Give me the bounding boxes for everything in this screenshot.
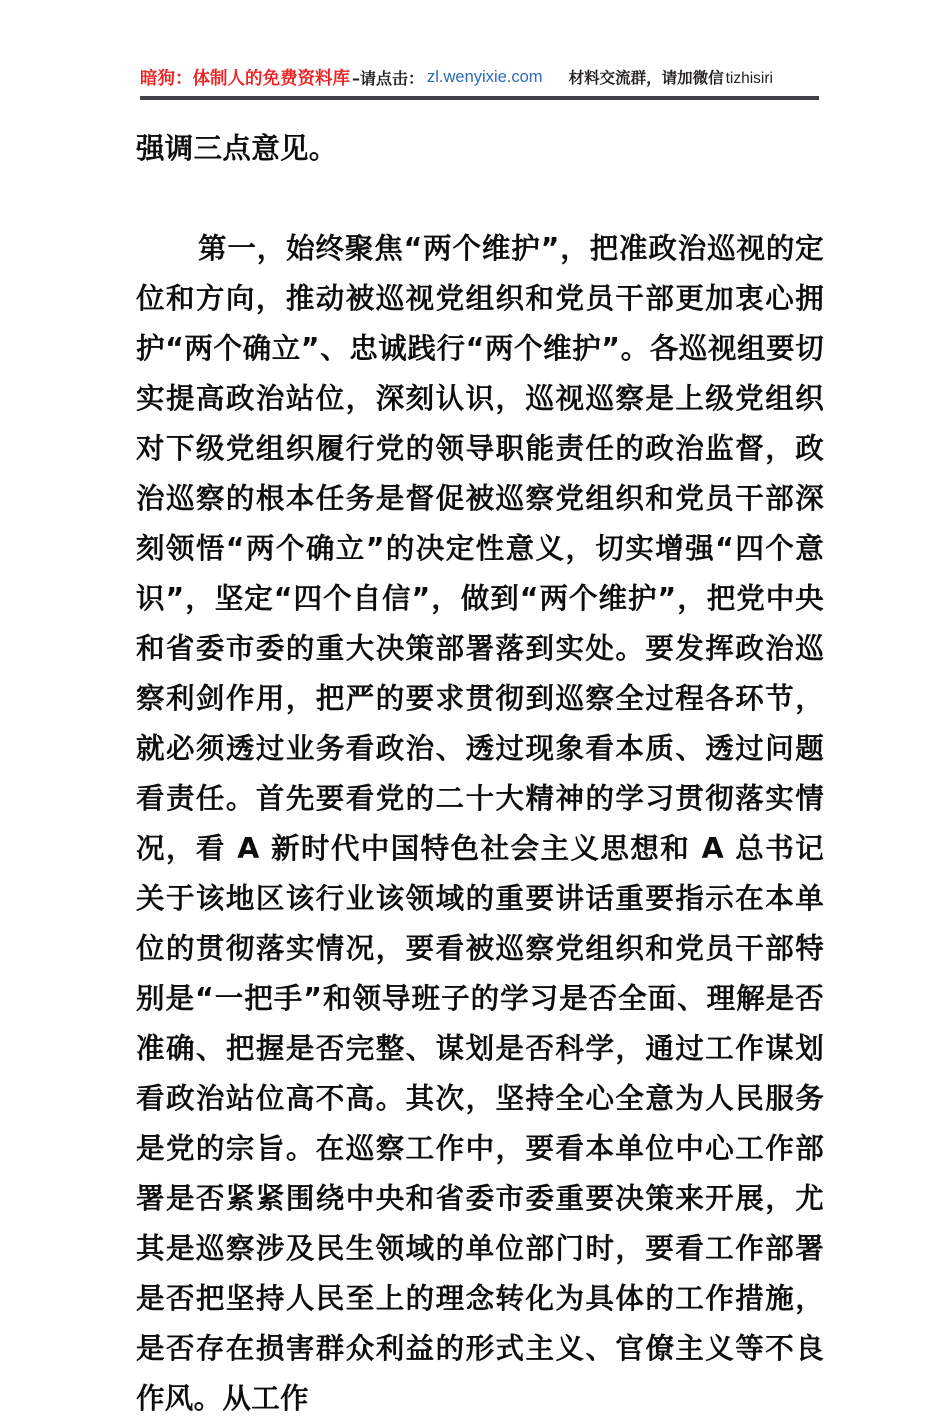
document-body [136, 124, 824, 1424]
paragraph-lead: 强调三点意见。 [136, 132, 338, 165]
promo-wechat-handle: tizhisiri [725, 70, 773, 87]
header-divider-rule [140, 96, 819, 100]
promo-header-banner [140, 58, 818, 96]
promo-site-link[interactable]: zl.wenyixie.com [427, 67, 543, 86]
promo-wechat-note [543, 66, 773, 88]
promo-site-name: 暗狗：体制人的免费资料库 [140, 68, 350, 89]
promo-click-prompt: –请点击： [352, 68, 425, 88]
paragraph-point-one: 第一，始终聚焦“两个维护”，把准政治巡视的定位和方向，推动被巡视党组织和党员干部更加衷心拥护“两个确立”、忠诚践行“两个维护”。各巡视组要切实提高政治站位，深刻认识，巡视巡察是上级党组织对下级党组织履行党的领导职能责任的政治监督，政治巡察的根本任务是督促被巡察党组织和党员干部深刻领悟“两个确立”的决定性意义，切实增强“四个意识”，坚定“四个自信”，做到“两个维护”，把党中央和省委市委的重大决策部署落到实处。要发挥政治巡察利剑作用，把严的要求贯彻到巡察全过程各环节，就必须透过业务看政治、透过现象看本质、透过问题看责任。首先要看党的二十大精神的学习贯彻落实情况，看 A 新时代中国特色社会主义思想和 A 总书记关于该地区该行业该领域的重要讲话重要指示在本单位的贯彻落实情况，要看被巡察党组织和党员干部特别是“一把手”和领导班子的学习是否全面、理解是否准确、把握是否完整、谋划是否科学，通过工作谋划看政治站位高不高。其次，坚持全心全意为人民服务是党的宗旨。在巡察工作中，要看本单位中心工作部署是否紧紧围绕中央和省委市委重要决策来开展，尤其是巡察涉及民生领域的单位部门时，要看工作部署是否把坚持人民至上的理念转化为具体的工作措施，是否存在损害群众利益的形式主义、官僚主义等不良作风。从工作 [136, 232, 824, 1415]
promo-wechat-label: 材料交流群，请加微信 [568, 69, 724, 87]
